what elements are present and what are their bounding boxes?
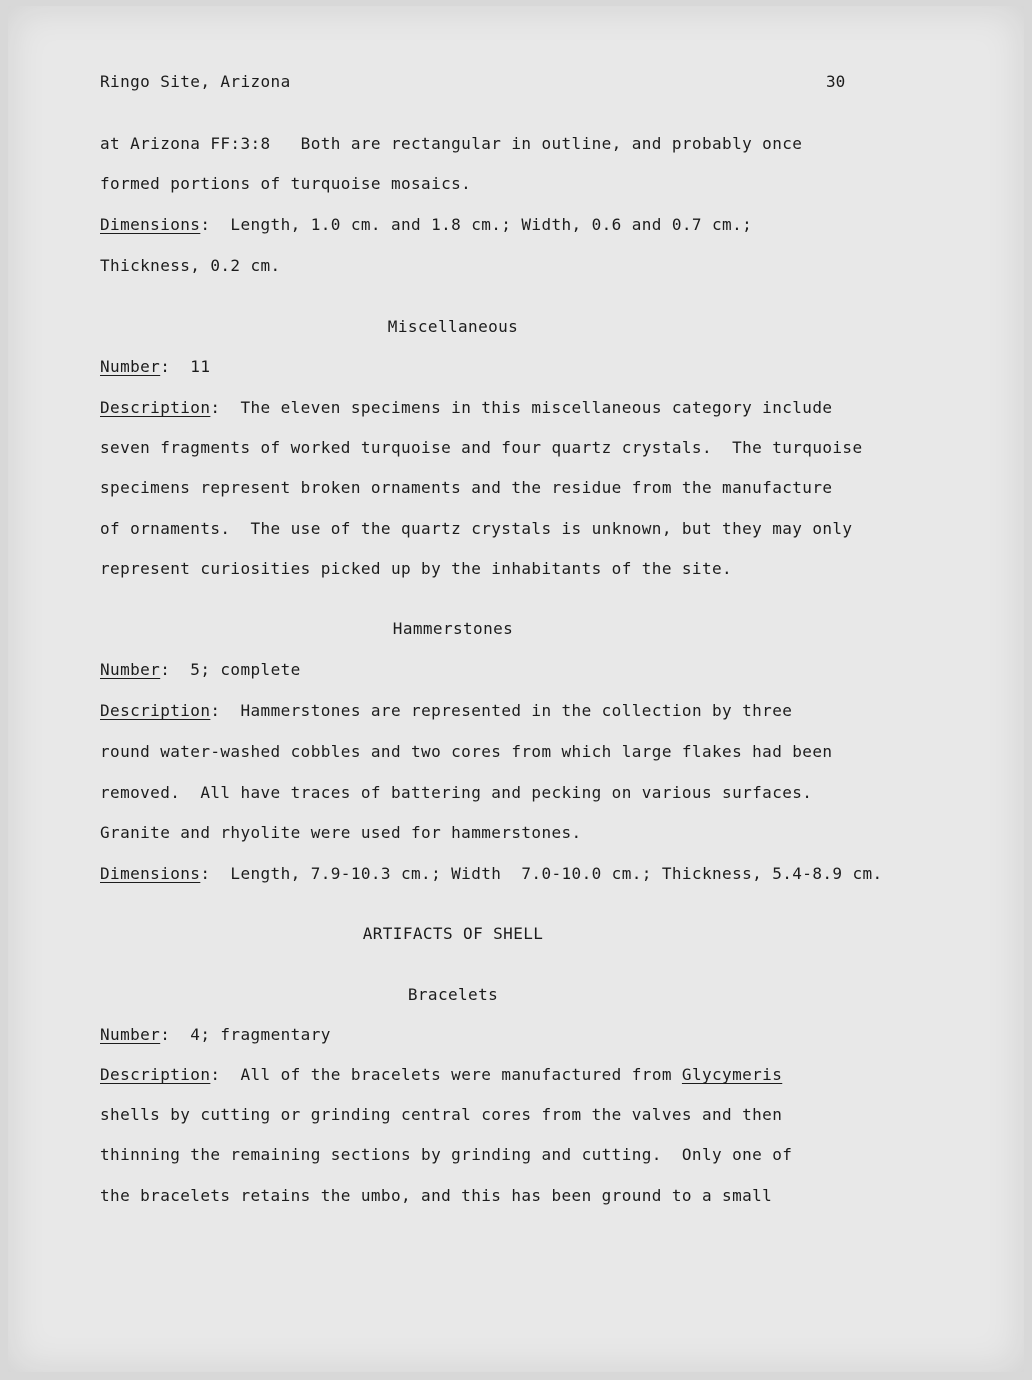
misc-description-line-3: specimens represent broken ornaments and the residue from the manufacture xyxy=(100,478,833,497)
number-value: : 11 xyxy=(160,357,211,376)
section-heading-hammerstones: Hammerstones xyxy=(392,619,514,638)
hammer-number-line xyxy=(100,660,301,680)
misc-description-line-5: represent curiosities picked up by the inhabitants of the site. xyxy=(100,559,733,578)
misc-description-line-4: of ornaments. The use of the quartz crystals is unknown, but they may only xyxy=(100,519,853,538)
hammer-description-line-3: removed. All have traces of battering and pecking on various surfaces. xyxy=(100,783,813,802)
dimensions-label: Dimensions xyxy=(100,864,201,883)
description-label: Description xyxy=(100,701,211,720)
misc-number-line xyxy=(100,357,210,377)
dimensions-text: : Length, 1.0 cm. and 1.8 cm.; Width, 0.6 and 0.7 cm.; xyxy=(200,215,753,234)
dimensions-label: Dimensions xyxy=(100,215,201,234)
misc-description-line-2: seven fragments of worked turquoise and four quartz crystals. The turquoise xyxy=(100,438,863,457)
hammer-description-line-2: round water-washed cobbles and two cores from which large flakes had been xyxy=(100,742,833,761)
dimensions-line xyxy=(100,215,752,235)
number-value: : 4; fragmentary xyxy=(160,1025,331,1044)
section-heading-artifacts-of-shell: ARTIFACTS OF SHELL xyxy=(362,924,544,943)
description-label: Description xyxy=(100,1065,211,1084)
intro-line-2: formed portions of turquoise mosaics. xyxy=(100,174,472,193)
taxon-glycymeris: Glycymeris xyxy=(681,1065,783,1084)
shell-number-line xyxy=(100,1025,331,1045)
shell-description-line-3: thinning the remaining sections by grinding and cutting. Only one of xyxy=(100,1145,793,1164)
shell-description-line-4: the bracelets retains the umbo, and this has been ground to a small xyxy=(100,1186,773,1205)
section-heading-miscellaneous: Miscellaneous xyxy=(387,317,519,336)
number-label: Number xyxy=(100,660,161,679)
description-text: : Hammerstones are represented in the collection by three xyxy=(210,701,793,720)
hammer-dimensions-line xyxy=(100,864,883,884)
hammer-description-line-1 xyxy=(100,701,792,721)
intro-line-1: at Arizona FF:3:8 Both are rectangular in outline, and probably once xyxy=(100,134,803,153)
document-page xyxy=(8,6,1024,1372)
number-label: Number xyxy=(100,357,161,376)
number-value: : 5; complete xyxy=(160,660,301,679)
running-title: Ringo Site, Arizona xyxy=(100,72,291,91)
shell-description-line-1 xyxy=(100,1065,782,1085)
page-number: 30 xyxy=(826,72,846,91)
thickness-line: Thickness, 0.2 cm. xyxy=(100,256,281,275)
description-text: : All of the bracelets were manufactured from xyxy=(210,1065,682,1084)
hammer-description-line-4: Granite and rhyolite were used for hammerstones. xyxy=(100,823,582,842)
description-text: : The eleven specimens in this miscellaneous category include xyxy=(210,398,833,417)
number-label: Number xyxy=(100,1025,161,1044)
dimensions-text: : Length, 7.9-10.3 cm.; Width 7.0-10.0 cm.; Thickness, 5.4-8.9 cm. xyxy=(200,864,883,883)
misc-description-line-1 xyxy=(100,398,832,418)
shell-description-line-2: shells by cutting or grinding central cores from the valves and then xyxy=(100,1105,783,1124)
subsection-heading-bracelets: Bracelets xyxy=(407,985,499,1004)
description-label: Description xyxy=(100,398,211,417)
